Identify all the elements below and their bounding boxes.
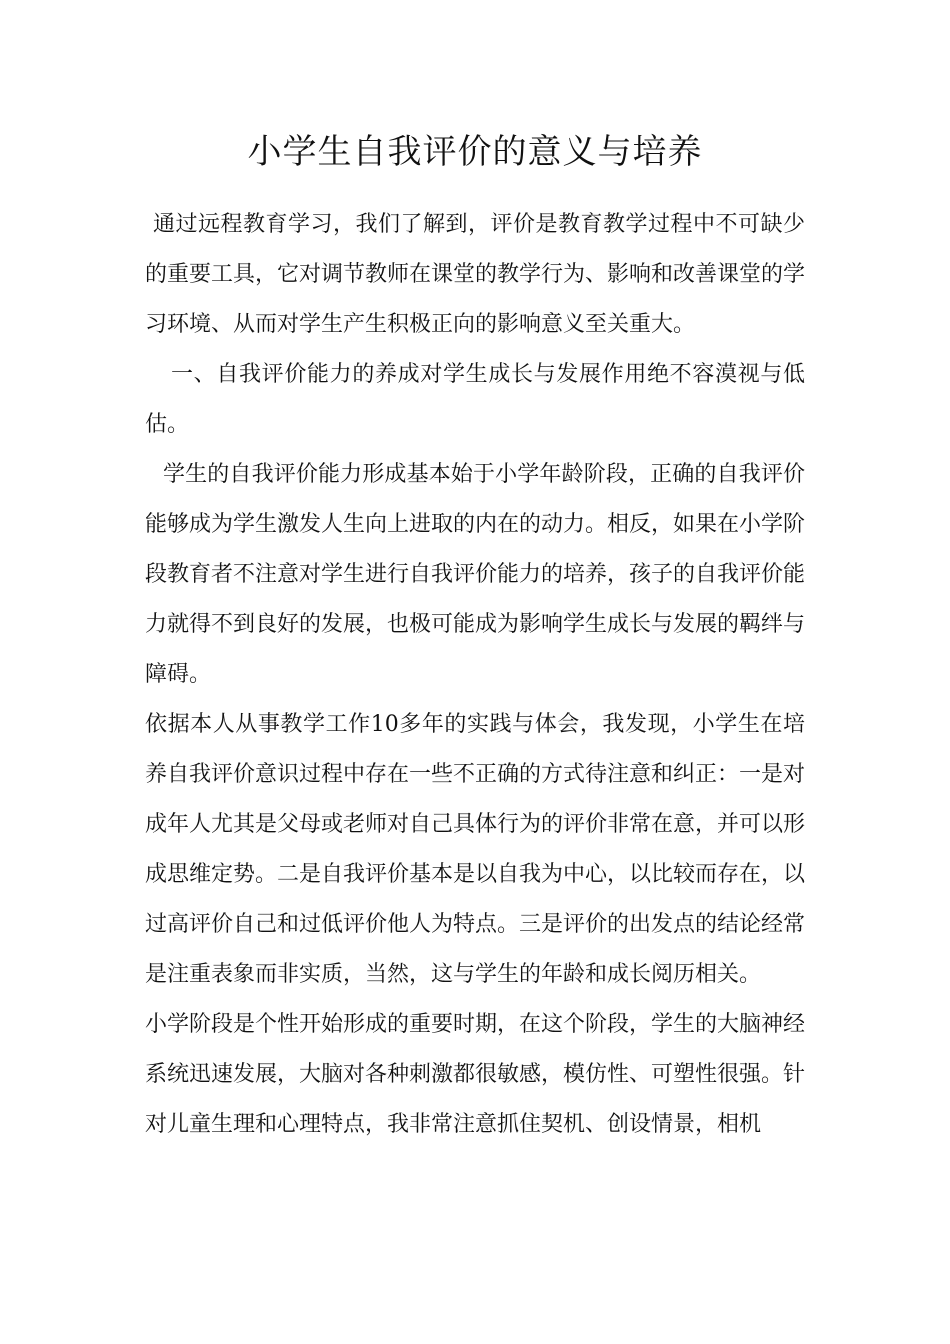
paragraph-self-evaluation-formation: 学生的自我评价能力形成基本始于小学年龄阶段，正确的自我评价能够成为学生激发人生向上进取的内在的动力。相反，如果在小学阶段教育者不注意对学生进行自我评价能力的培养，孩子的自我评价能力就得不到良好的发展，也极可能成为影响学生成长与发展的羁绊与障碍。 — [145, 462, 806, 687]
paragraph-intro: 通过远程教育学习，我们了解到，评价是教育教学过程中不可缺少的重要工具，它对调节教师在课堂的教学行为、影响和改善课堂的学习环境、从而对学生产生积极正向的影响意义至关重大。 — [145, 212, 806, 337]
document-title: 小学生自我评价的意义与培养 — [247, 132, 703, 172]
paragraph-teaching-experience: 依据本人从事教学工作10多年的实践与体会，我发现，小学生在培养自我评价意识过程中存在一些不正确的方式待注意和纠正：一是对成年人尤其是父母或老师对自己具体行为的评价非常在意，并可以形成思维定势。二是自我评价基本是以自我为中心，以比较而存在，以过高评价自己和过低评价他人为特点。三是评价的出发点的结论经常是注重表象而非实质，当然，这与学生的年龄和成长阅历相关。 — [145, 712, 806, 987]
paragraph-primary-stage: 小学阶段是个性开始形成的重要时期，在这个阶段，学生的大脑神经系统迅速发展，大脑对各种刺激都很敏感，模仿性、可塑性很强。针对儿童生理和心理特点，我非常注意抓住契机、创设情景，相机 — [145, 1012, 806, 1137]
paragraph-section-one-heading: 一、自我评价能力的养成对学生成长与发展作用绝不容漠视与低估。 — [145, 362, 805, 437]
document-body — [145, 200, 805, 1150]
